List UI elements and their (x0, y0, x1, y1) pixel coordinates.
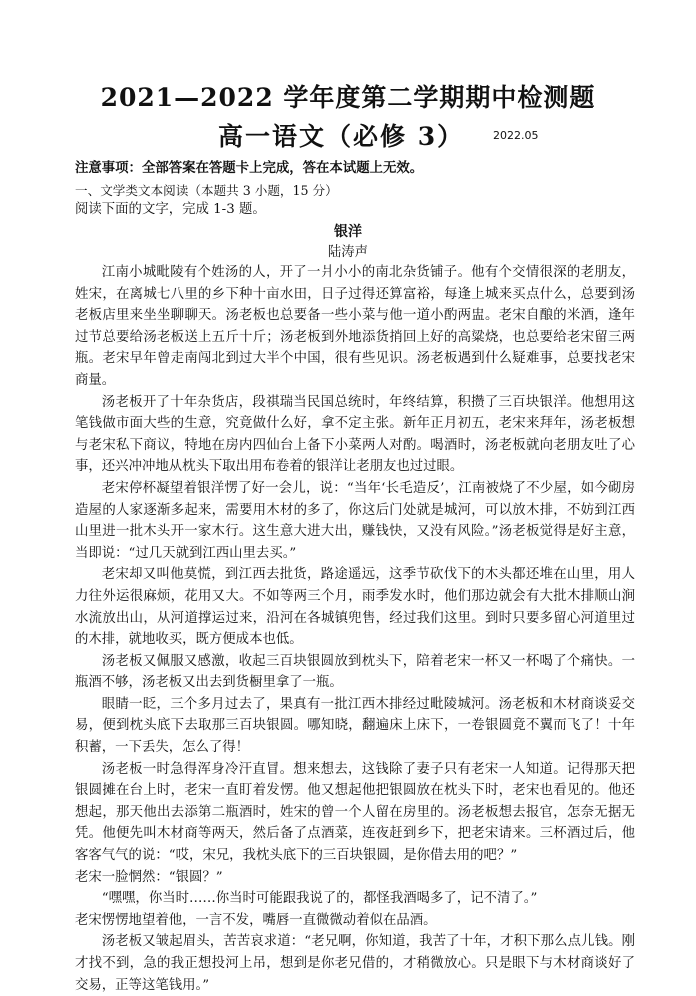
article-paragraph: “嘿嘿，你当时……你当时可能跟我说了的，都怪我酒喝多了，记不清了。” (101, 891, 538, 907)
subject-title: 高一语文（必修 3） (218, 122, 465, 151)
subject-line (0, 117, 696, 153)
article-paragraph: 汤老板一时急得浑身冷汗直冒。想来想去，这钱除了妻子只有老宋一人知道。记得那天把银圆摊在台上时，老宋一直盯着发愣。他又想起他把银圆放在枕头下时，老宋也看见的。他还想起，那天他出去添第二瓶酒时，姓宋的曾一个人留在房里的。汤老板想去报官，怎奈无据无凭。他便先叫木材商等两天，然后备了点酒菜，连夜赶到乡下，把老宋请来。三杯酒过后，他客客气气的说：“哎，宋兄，我枕头底下的三百块银圆，是你借去用的吧？” (75, 761, 635, 864)
article-paragraph: 汤老板又佩服又感激，收起三百块银圆放到枕头下，陪着老宋一杯又一杯喝了个痛快。一瓶酒不够，汤老板又出去到货橱里拿了一瓶。 (75, 653, 635, 691)
reading-instruction: 阅读下面的文字，完成 1-3 题。 (75, 202, 266, 217)
article-author: 陆涛声 (327, 245, 369, 260)
article-paragraph: 老宋一脸惘然：“银圆？” (75, 869, 223, 885)
notice-text: 注意事项：全部答案在答题卡上完成，答在本试题上无效。 (75, 160, 424, 176)
article-paragraph: 汤老板又皱起眉头，苦苦哀求道：“老兄啊，你知道，我苦了十年，才积下那么点儿钱。刚才找不到，急的我正想投河上吊，想到是你老兄借的，才稍微放心。只是眼下与木材商谈好了交易，正等这笔钱用。” (75, 934, 635, 993)
article-body (75, 262, 635, 996)
exam-title: 2021—2022 学年度第二学期期中检测题 (100, 83, 596, 112)
article-paragraph: 老宋愣愣地望着他，一言不发，嘴唇一直微微动着似在品酒。 (75, 912, 437, 928)
exam-date: 2022.05 (493, 129, 539, 142)
article-paragraph: 老宋停杯凝望着银洋愣了好一会儿，说：“当年‘长毛造反’，江南被烧了不少屋，如今砌房造屋的人家逐渐多起来，需要用木材的多了，你这后门处就是城河，可以放木排，不妨到江西山里进一批木头开一家木行。这生意大进大出，赚钱快，又没有风险。”汤老板觉得是好主意，当即说：“过几天就到江西山里去买。” (75, 480, 635, 561)
article-title: 银洋 (334, 224, 362, 240)
section-heading: 一、文学类文本阅读（本题共 3 小题，15 分） (75, 183, 338, 198)
article-paragraph: 汤老板开了十年杂货店，段祺瑞当民国总统时，年终结算，积攒了三百块银洋。他想用这笔钱做市面大些的生意，究竟做什么好，拿不定主张。新年正月初五，老宋来拜年，汤老板想与老宋私下商议，特地在房内四仙台上备下小菜两人对酌。喝酒时，汤老板就向老朋友吐了心事，还兴冲冲地从枕头下取出用布卷着的银洋让老朋友也过过眼。 (75, 394, 635, 475)
article-paragraph: 眼睛一眨，三个多月过去了，果真有一批江西木排经过毗陵城河。汤老板和木材商谈妥交易，便到枕头底下去取那三百块银圆。哪知晓，翻遍床上床下，一卷银圆竟不翼而飞了！十年积蓄，一下丢失，怎么了得！ (75, 696, 635, 756)
article-paragraph: 江南小城毗陵有个姓汤的人，开了一爿小小的南北杂货铺子。他有个交情很深的老朋友，姓宋，在离城七八里的乡下种十亩水田，日子过得还算富裕，每逢上城来买点什么，总要到汤老板店里来坐坐聊聊天。汤老板也总要备一些小菜与他一道小酌两盅。老宋自酿的米酒，逢年过节总要给汤老板送上五斤十斤；汤老板到外地添货捎回上好的高粱烧，也总要给老宋留三两瓶。老宋早年曾走南闯北到过大半个中国，很有些见识。汤老板遇到什么疑难事，总要找老宋商量。 (75, 265, 635, 388)
article-paragraph: 老宋却又叫他莫慌，到江西去批货，路途遥远，这季节砍伐下的木头都还堆在山里，用人力往外运很麻烦，花用又大。不如等两三个月，雨季发水时，他们那边就会有大批木排顺山涧水流放出山，从河道撑运过来，沿河在各城镇兜售，经过我们这里。到时只要多留心河道里过的木排，就地收买，既方便成本也低。 (75, 567, 635, 648)
